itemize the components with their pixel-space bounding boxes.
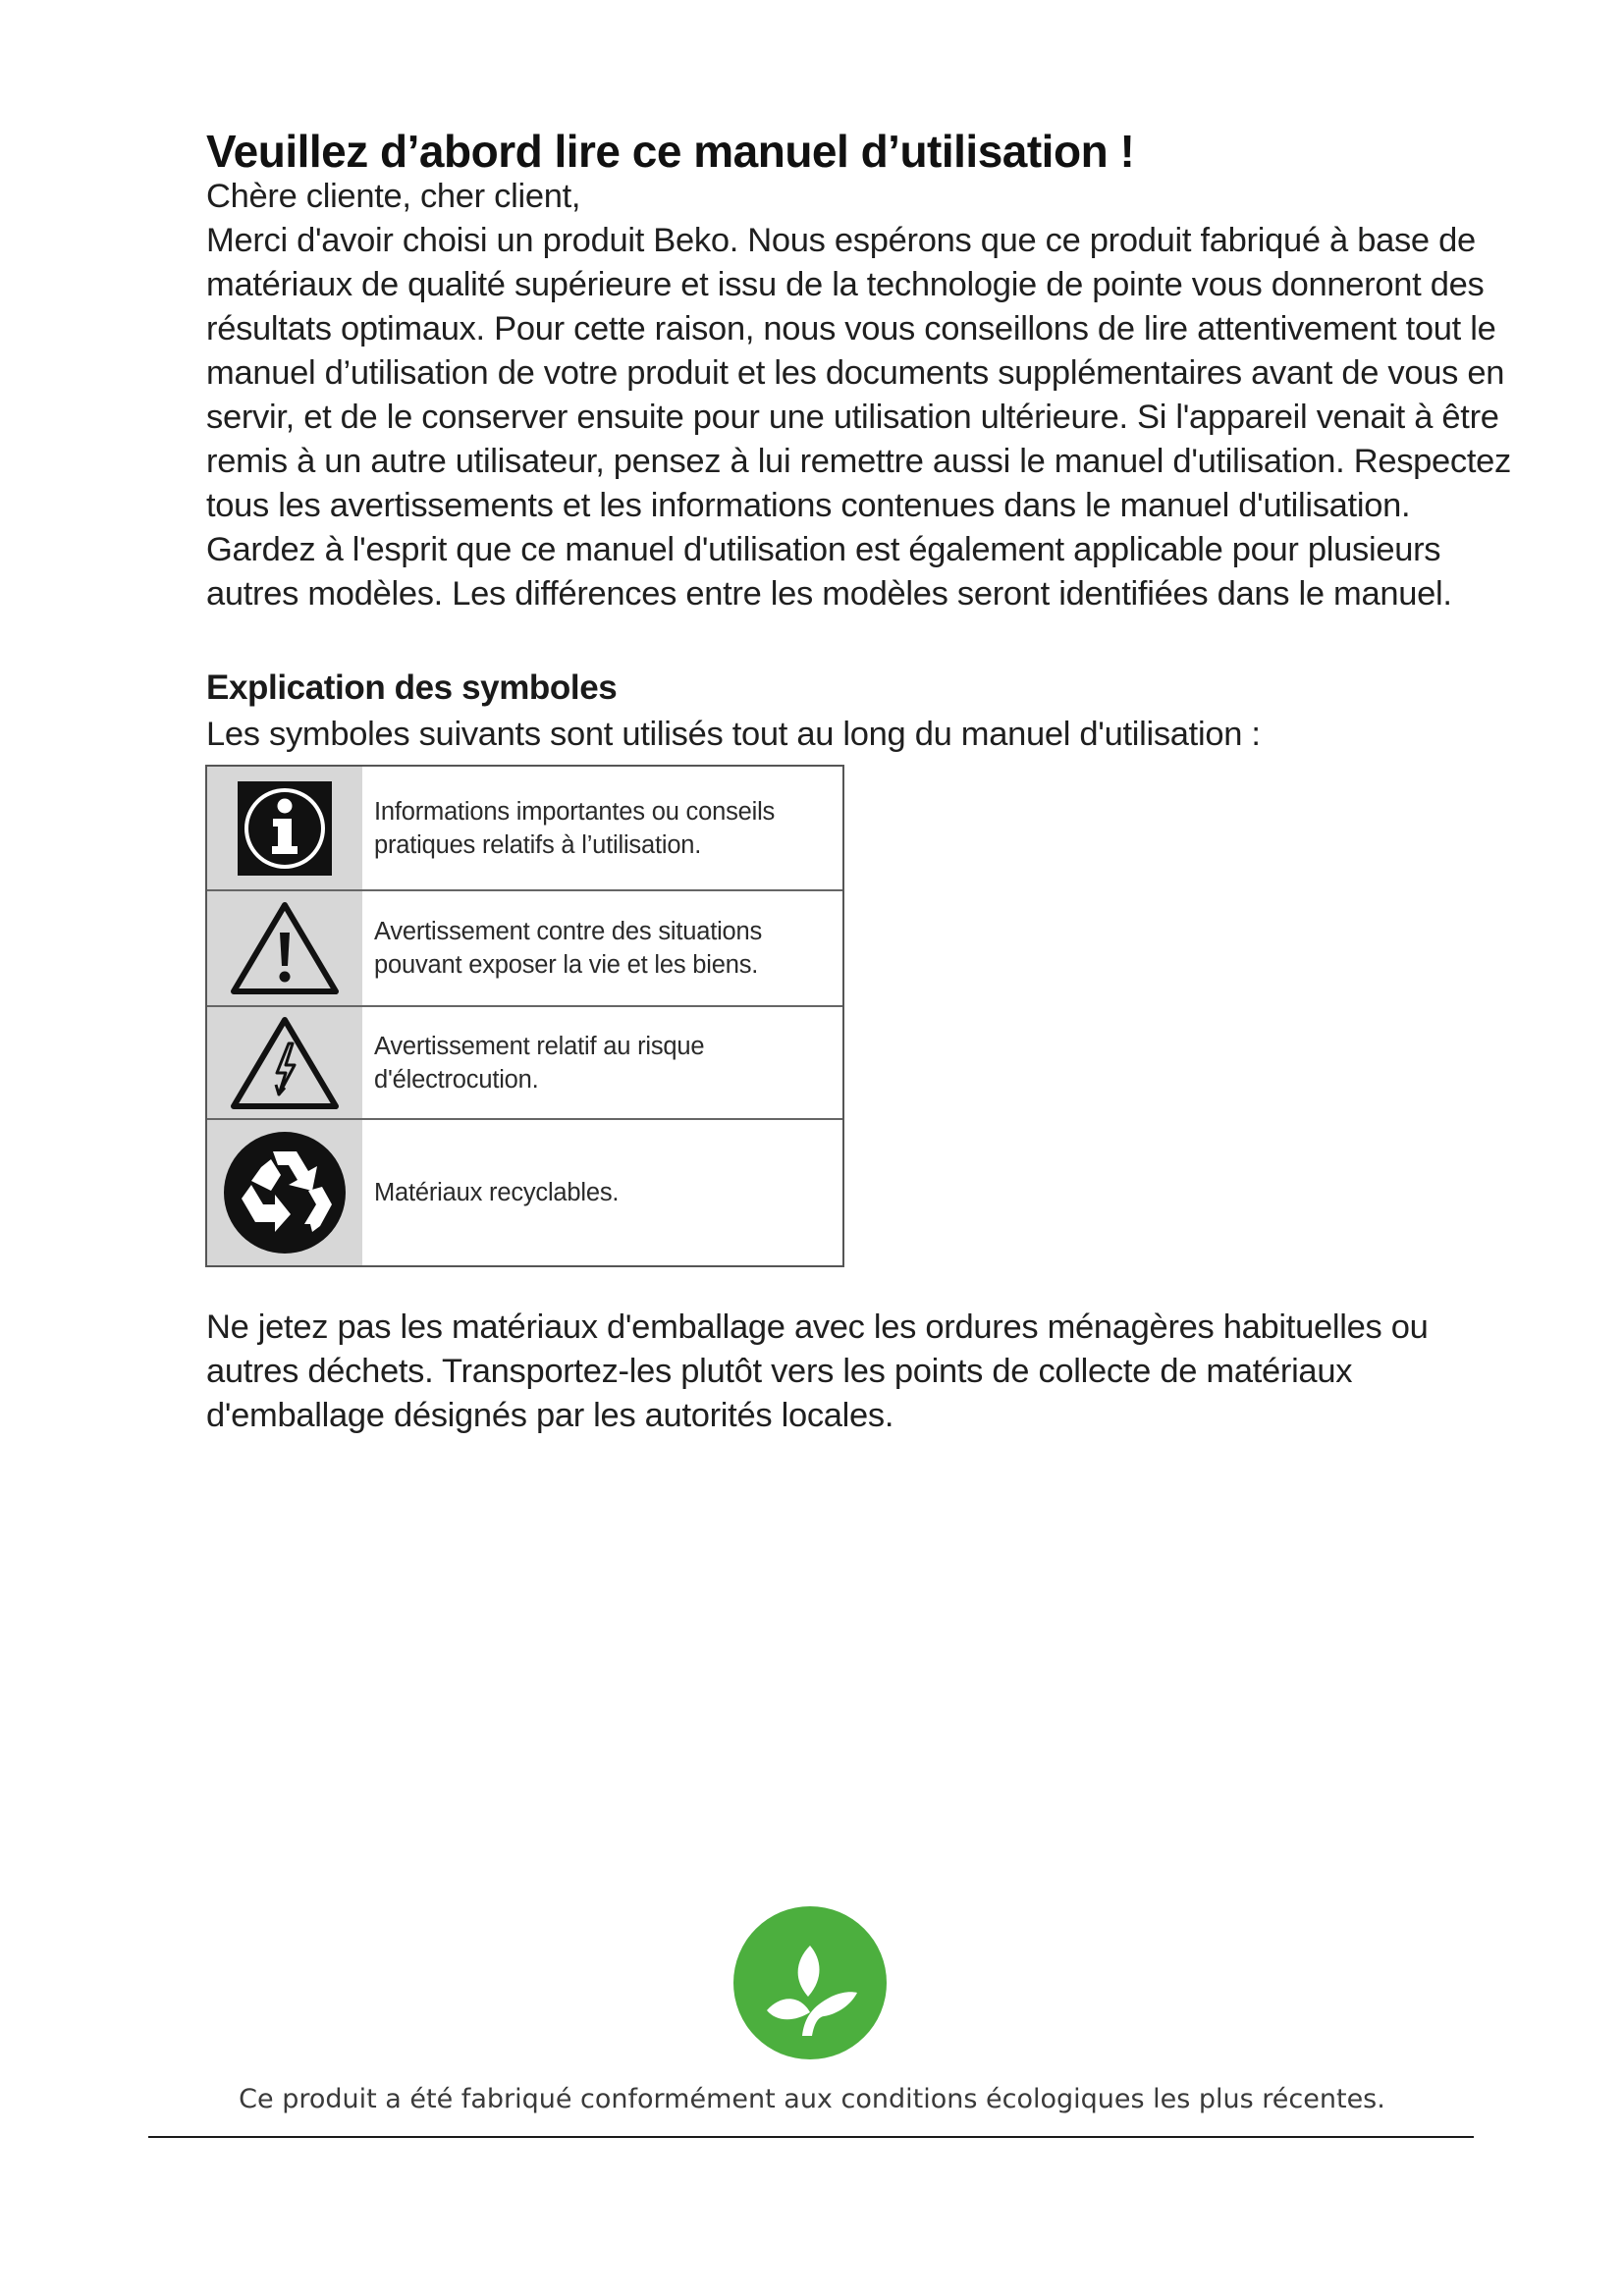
symbol-description: Matériaux recyclables. xyxy=(374,1179,620,1206)
packaging-disposal-note: Ne jetez pas les matériaux d'emballage avec les ordures ménagères habituelles ou autres déchets. Transportez-les plutôt vers les points de collecte de matériaux d'emballage désignés par les autorités locales. xyxy=(206,1308,1429,1434)
symbols-heading: Explication des symboles xyxy=(206,668,618,707)
electric-shock-icon xyxy=(230,1016,340,1110)
symbol-cell xyxy=(207,767,362,889)
intro-paragraph: Merci d'avoir choisi un produit Beko. Nous espérons que ce produit fabriqué à base de matériaux de qualité supérieure et issu de la technologie de pointe vous donneront des résultats optimaux. Pour cette raison, nous vous conseillons de lire attentivement tout le manuel d’utilisation de votre produit et les documents supplémentaires avant de vous en servir, et de le conserver ensuite pour une utilisation ultérieure. Si l'appareil venait à être remis à un autre utilisateur, pensez à lui remettre aussi le manuel d'utilisation. Respectez tous les avertissements et les informations contenues dans le manuel d'utilisation. Gardez à l'esprit que ce manuel d'utilisation est également applicable pour plusieurs autres modèles. Les différences entre les modèles seront identifiées dans le manuel. xyxy=(206,222,1512,613)
recycle-icon xyxy=(222,1130,348,1255)
greeting: Chère cliente, cher client, xyxy=(206,178,581,215)
symbol-description: Avertissement relatif au risque d'électrocution. xyxy=(374,1032,705,1094)
leaf-icon xyxy=(733,1906,887,2059)
symbol-cell xyxy=(207,891,362,1005)
intro-block xyxy=(206,175,1512,616)
symbol-row-recycle xyxy=(207,1120,842,1265)
warning-icon xyxy=(230,901,340,995)
page-title: Veuillez d’abord lire ce manuel d’utilisation ! xyxy=(206,126,1135,177)
footer-divider xyxy=(148,2136,1474,2138)
eco-statement: Ce produit a été fabriqué conformément aux conditions écologiques les plus récentes. xyxy=(239,2084,1385,2114)
symbol-cell xyxy=(207,1007,362,1118)
symbols-lead: Les symboles suivants sont utilisés tout au long du manuel d'utilisation : xyxy=(206,716,1261,753)
symbol-row-warning xyxy=(207,891,842,1007)
symbol-row-electric xyxy=(207,1007,842,1120)
symbol-row-info xyxy=(207,767,842,891)
info-icon xyxy=(238,781,332,876)
symbol-cell xyxy=(207,1120,362,1265)
symbol-description: Avertissement contre des situations pouvant exposer la vie et les biens. xyxy=(374,918,763,979)
symbol-description: Informations importantes ou conseils pratiques relatifs à l’utilisation. xyxy=(374,797,776,859)
symbols-table xyxy=(205,765,844,1267)
